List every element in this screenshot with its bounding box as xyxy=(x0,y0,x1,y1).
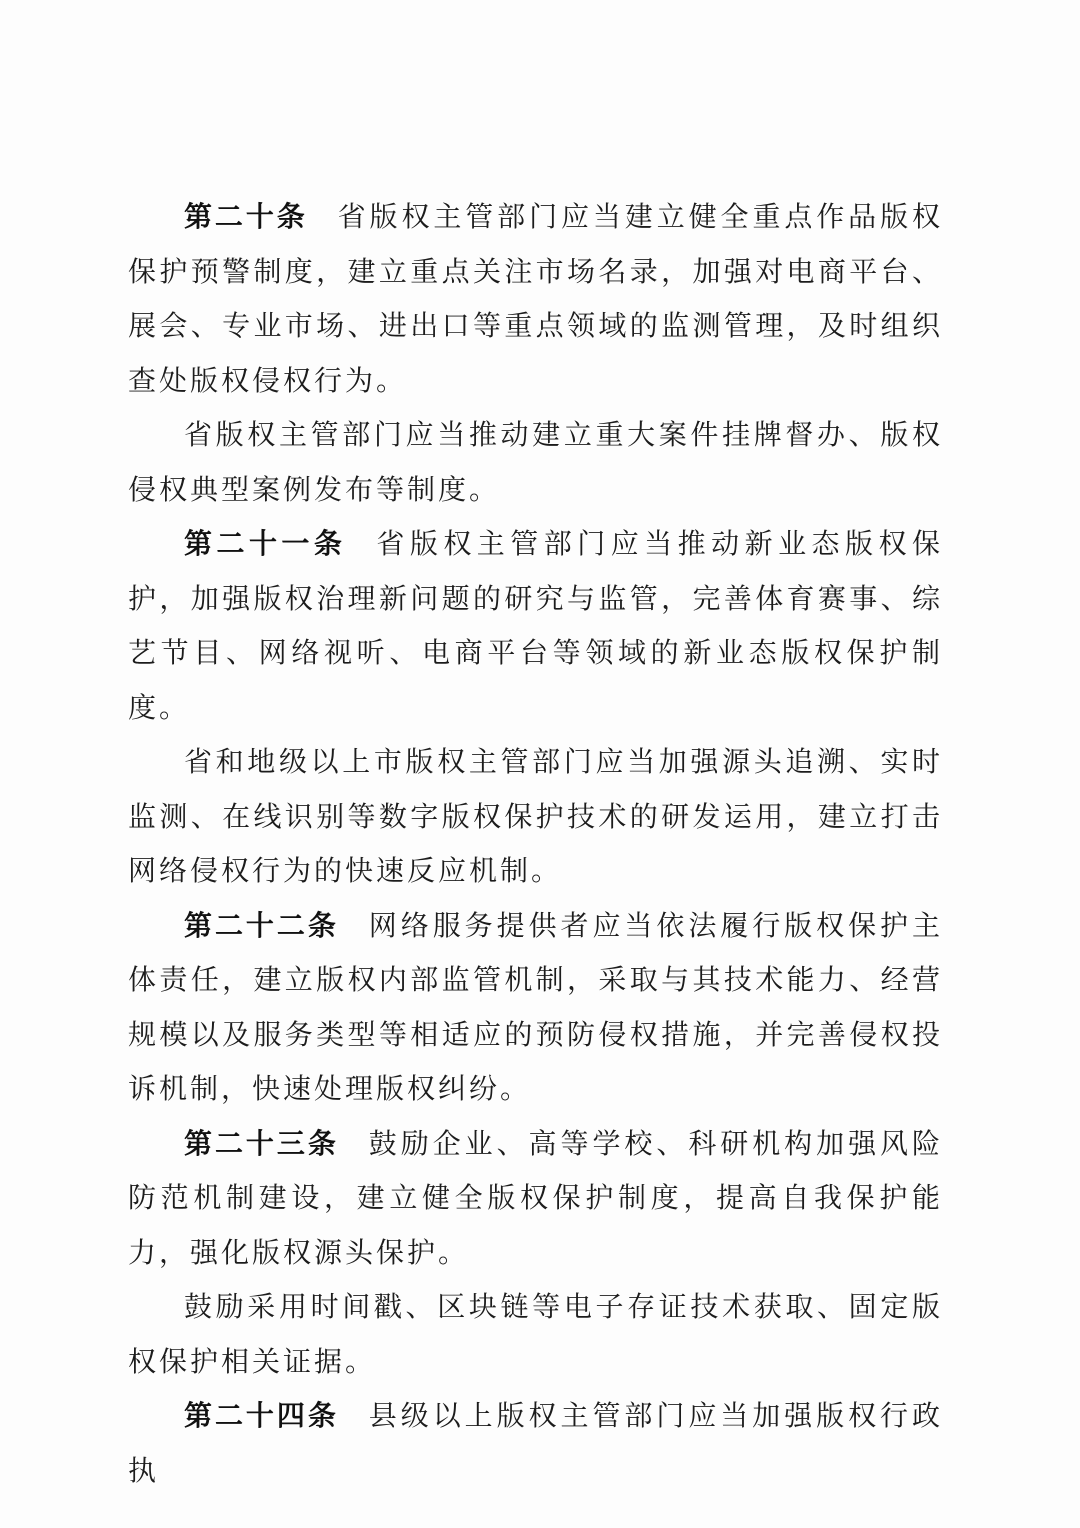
article-21-paragraph-1 xyxy=(128,517,943,735)
article-text: 网络服务提供者应当依法履行版权保护主体责任，建立版权内部监管机制，采取与其技术能力、经营规模以及服务类型等相适应的预防侵权措施，并完善侵权投诉机制，快速处理版权纠纷。 xyxy=(128,908,943,1105)
article-23-paragraph-2 xyxy=(128,1280,943,1389)
article-20-paragraph-1 xyxy=(128,190,943,408)
article-23-paragraph-1 xyxy=(128,1117,943,1281)
article-heading: 第二十二条 xyxy=(184,908,339,942)
article-heading: 第二十三条 xyxy=(184,1126,339,1160)
article-text: 鼓励企业、高等学校、科研机构加强风险防范机制建设，建立健全版权保护制度，提高自我保护能力，强化版权源头保护。 xyxy=(128,1126,943,1269)
article-heading: 第二十一条 xyxy=(184,527,347,560)
article-heading: 第二十条 xyxy=(184,200,308,233)
article-text: 省和地级以上市版权主管部门应当加强源头追溯、实时监测、在线识别等数字版权保护技术的研发运用，建立打击网络侵权行为的快速反应机制。 xyxy=(128,745,943,887)
article-text: 县级以上版权主管部门应当加强版权行政执 xyxy=(128,1399,943,1487)
article-21-paragraph-2 xyxy=(128,735,943,899)
article-20-paragraph-2 xyxy=(128,408,943,517)
article-heading: 第二十四条 xyxy=(184,1399,339,1432)
article-22-paragraph-1 xyxy=(128,899,943,1117)
document-body xyxy=(128,190,943,1498)
article-text: 鼓励采用时间戳、区块链等电子存证技术获取、固定版权保护相关证据。 xyxy=(128,1290,943,1378)
article-text: 省版权主管部门应当推动建立重大案件挂牌督办、版权侵权典型案例发布等制度。 xyxy=(128,418,943,506)
article-text: 省版权主管部门应当建立健全重点作品版权保护预警制度，建立重点关注市场名录，加强对电商平台、展会、专业市场、进出口等重点领域的监测管理，及时组织查处版权侵权行为。 xyxy=(128,200,943,397)
article-24-paragraph-1 xyxy=(128,1389,943,1498)
article-text: 省版权主管部门应当推动新业态版权保护，加强版权治理新问题的研究与监管，完善体育赛事、综艺节目、网络视听、电商平台等领域的新业态版权保护制度。 xyxy=(128,527,943,724)
